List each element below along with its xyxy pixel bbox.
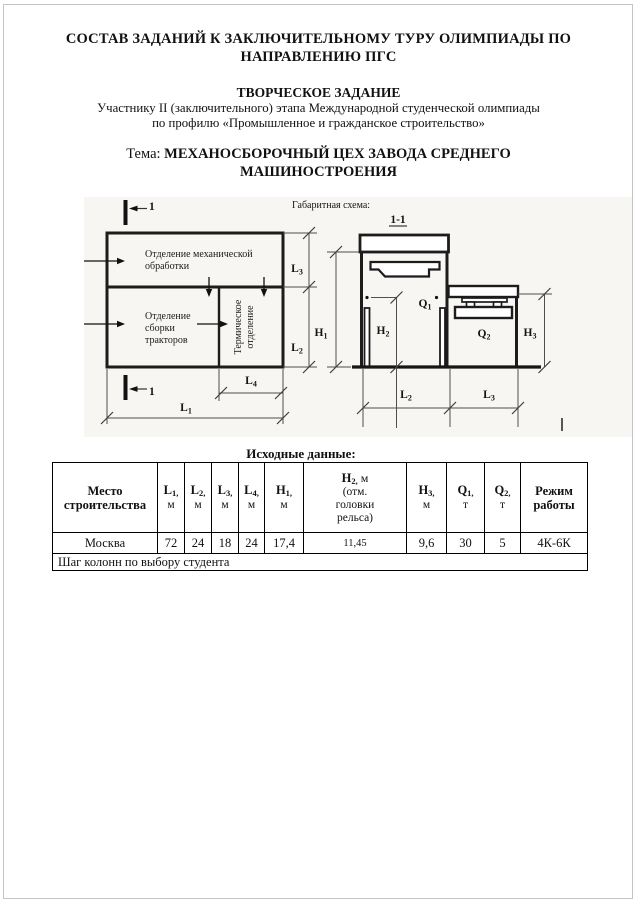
value-h2: 11,45 xyxy=(304,533,407,554)
value-l2: 24 xyxy=(185,533,212,554)
subtitle: ТВОРЧЕСКОЕ ЗАДАНИЕ xyxy=(236,85,401,100)
cut-label-bottom: 1 xyxy=(149,386,155,398)
table-header-row xyxy=(53,463,588,533)
table-note: Шаг колонн по выбору студента xyxy=(53,554,588,571)
value-place: Москва xyxy=(53,533,158,554)
value-h3: 9,6 xyxy=(407,533,447,554)
room-thermal-line2: отделение xyxy=(245,305,256,349)
room-machining-line2: обработки xyxy=(145,261,190,272)
room-assembly-line3: тракторов xyxy=(145,335,188,346)
dim-Q1: $Q_1$ xyxy=(418,298,432,312)
participant-line-2: по профилю «Промышленное и гражданское строительство» xyxy=(152,115,485,130)
col-header-h3: $H_{3,}$ м xyxy=(407,463,447,533)
dim-L4: $L_4$ xyxy=(245,375,257,389)
col-header-l1: $L_{1,}$ м xyxy=(158,463,185,533)
col-header-l3: $L_{3,}$ м xyxy=(212,463,239,533)
table-value-row xyxy=(53,533,588,554)
col-header-h1: $H_{1,}$ м xyxy=(265,463,304,533)
table-note-row xyxy=(53,554,588,571)
table-caption: Исходные данные: xyxy=(246,446,356,461)
room-assembly-line1: Отделение xyxy=(145,311,191,322)
value-l3: 18 xyxy=(212,533,239,554)
figure-caption: Габаритная схема: xyxy=(292,200,371,211)
room-thermal-line1: Термическое xyxy=(233,299,244,355)
col-header-mode: Режим работы xyxy=(521,463,588,533)
theme-line-1: МЕХАНОСБОРОЧНЫЙ ЦЕХ ЗАВОДА СРЕДНЕГО xyxy=(164,146,511,162)
section-title: 1-1 xyxy=(390,214,406,226)
dim-L3-plan: $L_3$ xyxy=(291,263,303,277)
room-assembly-line2: сборки xyxy=(145,323,175,334)
dim-L1: $L_1$ xyxy=(180,402,192,416)
dim-H3: $H_3$ xyxy=(523,327,537,341)
title-line-1: СОСТАВ ЗАДАНИЙ К ЗАКЛЮЧИТЕЛЬНОМУ ТУРУ ОЛИМПИАДЫ ПО xyxy=(65,31,572,47)
col-header-h2: $H_{2,}$ м (отм. головки рельса) xyxy=(304,463,407,533)
dim-Q2: $Q_2$ xyxy=(477,328,491,342)
theme-line-2: МАШИНОСТРОЕНИЯ xyxy=(240,164,397,180)
page-title xyxy=(0,31,637,66)
col-header-l4: $L_{4,}$ м xyxy=(239,463,265,533)
dim-L2-section: $L_2$ xyxy=(400,389,412,403)
theme-prefix: Тема: xyxy=(126,146,161,162)
value-q1: 30 xyxy=(447,533,485,554)
value-q2: 5 xyxy=(485,533,521,554)
dim-L2-plan: $L_2$ xyxy=(291,342,303,356)
technical-figure xyxy=(0,195,637,445)
col-header-l2: $L_{2,}$ м xyxy=(185,463,212,533)
input-data-table xyxy=(52,462,588,571)
room-machining-line1: Отделение механической xyxy=(145,249,253,260)
title-line-2: НАПРАВЛЕНИЮ ПГС xyxy=(240,48,397,65)
cut-label-top: 1 xyxy=(149,201,155,213)
participant-lines xyxy=(0,101,637,130)
col-header-place: Место строительства xyxy=(53,463,158,533)
value-mode: 4К-6К xyxy=(521,533,588,554)
dim-L3-section: $L_3$ xyxy=(483,389,495,403)
value-h1: 17,4 xyxy=(265,533,304,554)
dim-H1: $H_1$ xyxy=(314,327,328,341)
dim-H2: $H_2$ xyxy=(376,325,390,339)
value-l1: 72 xyxy=(158,533,185,554)
participant-line-1: Участнику II (заключительного) этапа Международной студенческой олимпиады xyxy=(97,101,540,115)
theme-title xyxy=(0,145,637,181)
col-header-q2: $Q_{2,}$ т xyxy=(485,463,521,533)
value-l4: 24 xyxy=(239,533,265,554)
col-header-q1: $Q_{1,}$ т xyxy=(447,463,485,533)
